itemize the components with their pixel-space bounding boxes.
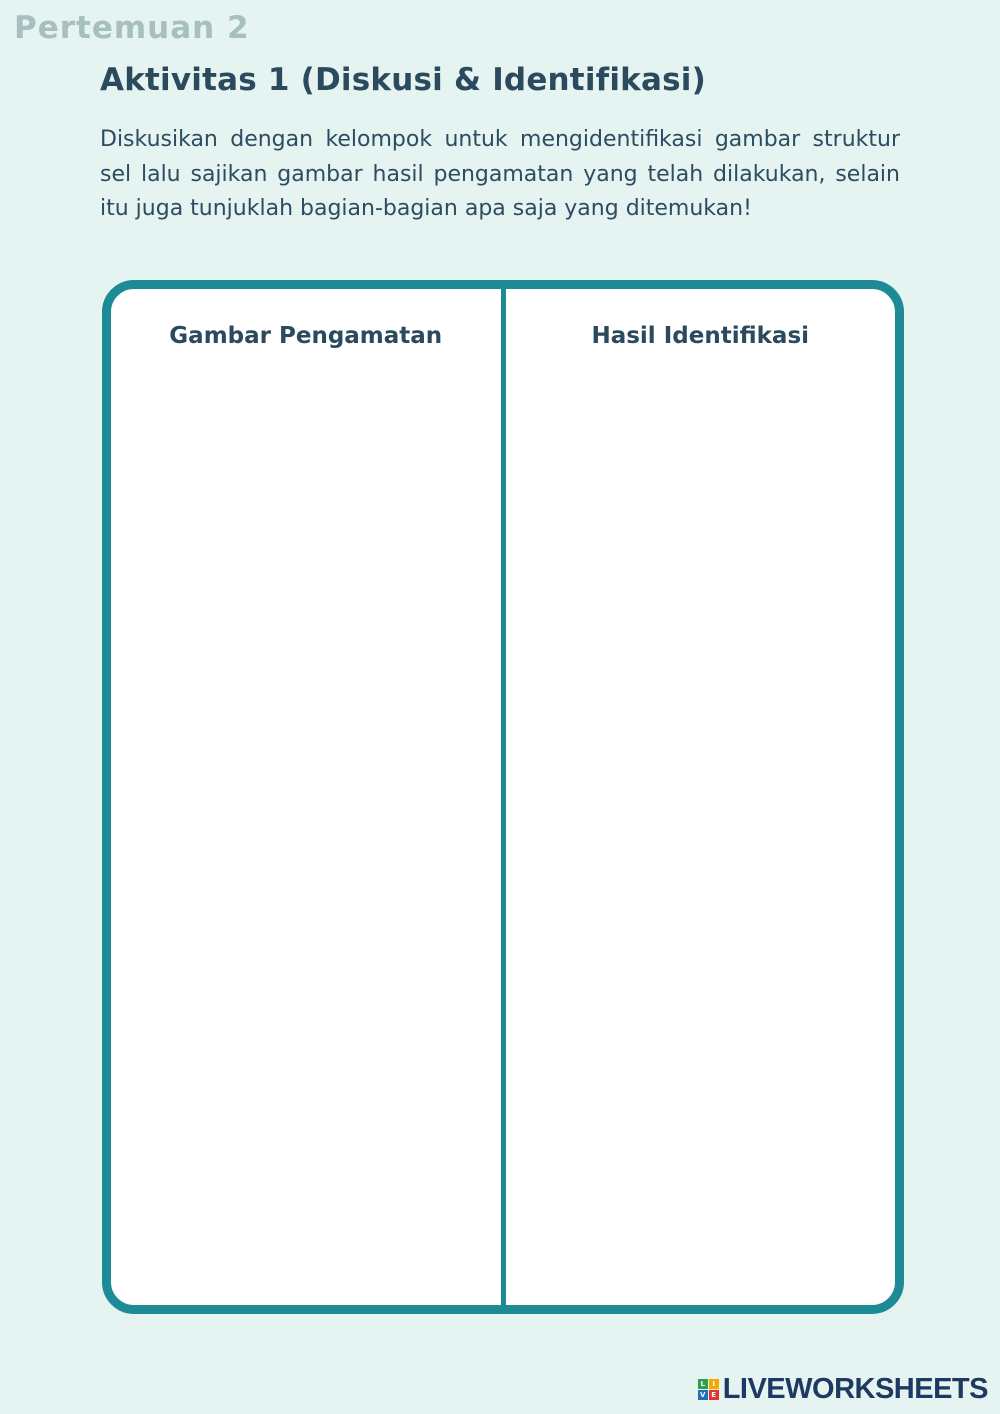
meeting-label: Pertemuan 2 [14, 10, 250, 46]
identification-result-column[interactable] [506, 289, 896, 1305]
worksheet-table [102, 280, 904, 1314]
observation-image-column[interactable] [111, 289, 501, 1305]
column-header-observation: Gambar Pengamatan [169, 323, 443, 349]
logo-letter-i: I [709, 1379, 719, 1389]
liveworksheets-wordmark: LIVEWORKSHEETS [722, 1373, 988, 1405]
instructions-text: Diskusikan dengan kelompok untuk mengidentifikasi gambar struktur sel lalu sajikan gambar hasil pengamatan yang telah dilakukan, selain itu juga tunjuklah bagian-bagian apa saja yang ditemukan! [100, 127, 900, 221]
liveworksheets-logo-icon [698, 1379, 719, 1400]
column-header-identification: Hasil Identifikasi [591, 323, 810, 349]
logo-letter-v: V [698, 1390, 708, 1400]
logo-letter-e: E [709, 1390, 719, 1400]
activity-title: Aktivitas 1 (Diskusi & Identifikasi) [100, 62, 706, 98]
liveworksheets-brand [698, 1373, 988, 1406]
logo-letter-l: L [698, 1379, 708, 1389]
